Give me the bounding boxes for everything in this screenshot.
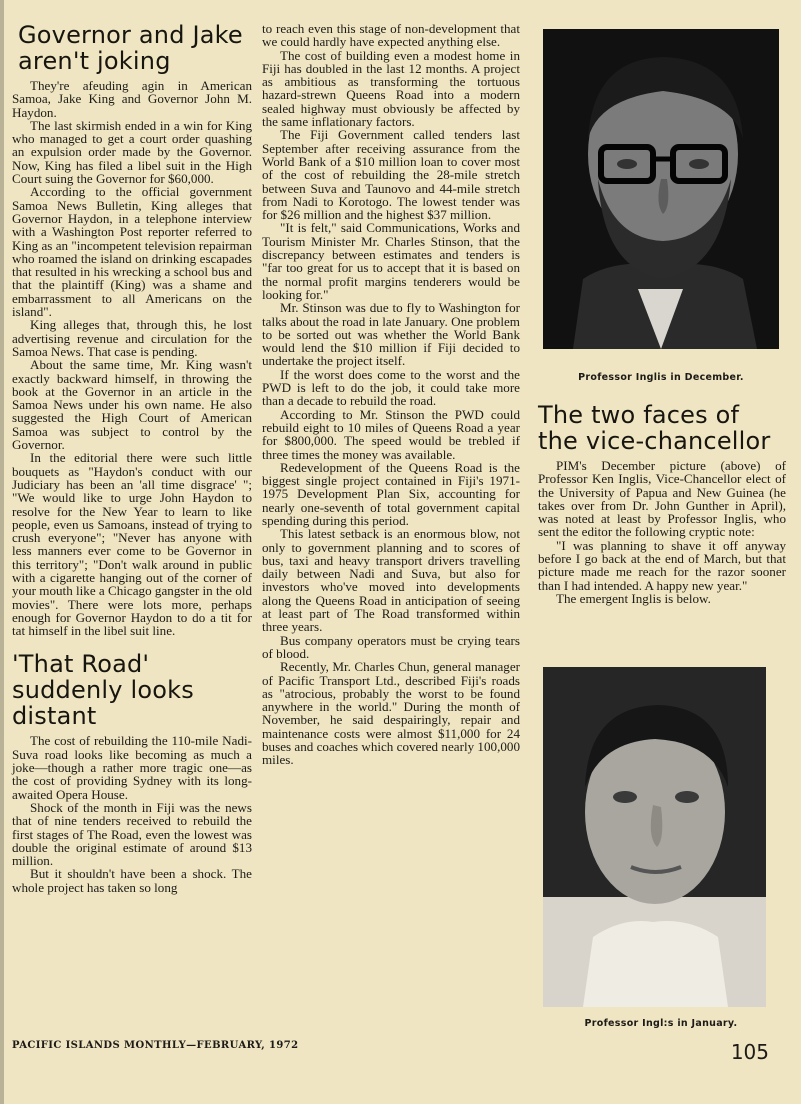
column-2 bbox=[262, 22, 520, 767]
paragraph: According to the official government Samoa News Bulletin, King alleges that Governor Haydon, in a telephone interview with a Washington Post reporter referred to King as an "incompetent television repairman who roamed the island on drinking escapades that resulted in his wrecking a school bus and that the plaintiff (King) was a shame and embarrassment to all Americans on the island". bbox=[12, 184, 252, 320]
paragraph: Recently, Mr. Charles Chun, general manager of Pacific Transport Ltd., described Fiji's roads as "atrocious, probably the worst to be found anywhere in the world." During the month of November, he said despairingly, repair and maintenance costs were almost $11,000 for 24 buses and coaches which covered nearly 100,000 miles. bbox=[262, 659, 520, 768]
photo-inglis-december bbox=[543, 29, 779, 349]
caption-professor-inglis-december: Professor Inglis in December. bbox=[578, 372, 744, 383]
page-edge-shadow bbox=[0, 0, 4, 1104]
paragraph: "It is felt," said Communications, Works and Tourism Minister Mr. Charles Stinson, that the discrepancy between estimates and tenders is "far too great for us to accept that it is based on the normal profit margins tenderers would be looking for." bbox=[262, 220, 520, 302]
paragraph: This latest setback is an enormous blow, not only to government planning and to scores of bus, taxi and heavy transport drivers travelling daily between Nadi and Suva, but also for investors who've moved into developments along the Queens Road in anticipation of seeing at least part of The Road transformed within three years. bbox=[262, 526, 520, 635]
paragraph: According to Mr. Stinson the PWD could rebuild eight to 10 miles of Queens Road a year for $800,000. The speed would be trebled if three times the money was available. bbox=[262, 406, 520, 462]
paragraph: The emergent Inglis is below. bbox=[556, 590, 711, 606]
paragraph: Redevelopment of the Queens Road is the biggest single project contained in Fiji's 1971-1975 Development Plan Six, accounting for nearly one-seventh of total government capital spending during this period. bbox=[262, 459, 520, 528]
page-number: 105 bbox=[730, 1040, 769, 1064]
paragraph: The Fiji Government called tenders last September after receiving assurance from the World Bank of a $10 million loan to cover most of the cost of rebuilding the 28-mile stretch between Suva and Taunovo and 44-mile stretch from Nadi to Korotogo. The lowest tender was for $26 million and the highest $37 million. bbox=[262, 127, 520, 223]
paragraph: But it shouldn't have been a shock. The whole project has taken so long bbox=[12, 866, 252, 895]
headline-two-faces: The two faces of the vice-chancellor bbox=[538, 401, 771, 455]
clean-shaven-portrait-image bbox=[543, 667, 766, 1007]
paragraph: "I was planning to shave it off anyway before I go back at the end of March, but that picture made me reach for the razor sooner than I had intended. A happy new year." bbox=[538, 537, 786, 593]
article-governor-jake-body bbox=[12, 79, 252, 637]
article-inglis bbox=[538, 402, 786, 605]
photo-inglis-january bbox=[543, 667, 766, 1007]
paragraph: Shock of the month in Fiji was the news that of nine tenders received to rebuild the first stages of The Road, even the lowest was double the original estimate of around $13 million. bbox=[12, 799, 252, 869]
paragraph: to reach even this stage of non-development that we could hardly have expected anything else. bbox=[262, 21, 520, 50]
paragraph: In the editorial there were such little bouquets as "Haydon's conduct with our Judiciary has been an 'all time disgrace' "; "We would like to urge John Haydon to resolve for the New Year to learn to like people, even us Samoans, instead of trying to crush everyone"; "Never has anyone with less manners ever come to be Governor in this territory"; "Don't walk around in public with a cigarette hanging out of the corner of your mouth like a Chicago gangster in the old movies". There were lots more, perhaps enough for Governor Haydon to do a tit for tat himself in the libel suit line. bbox=[12, 450, 253, 639]
article-that-road-body-col1 bbox=[12, 734, 252, 894]
headline-that-road: 'That Road' suddenly looks distant bbox=[12, 650, 194, 731]
caption-professor-inglis-january: Professor Ingl:s in January. bbox=[584, 1018, 738, 1029]
paragraph: The cost of rebuilding the 110-mile Nadi-Suva road looks like becoming as much a joke—though a rather more tragic one—as the cost of providing Sydney with its long-awaited Opera House. bbox=[12, 733, 252, 802]
paragraph: The cost of building even a modest home in Fiji has doubled in the last 12 months. A project as ambitious as transforming the tortuous hazard-strewn Queens Road into a modern sealed highway must obviously be affected by the same inflationary factors. bbox=[262, 47, 520, 130]
paragraph: Mr. Stinson was due to fly to Washington for talks about the road in late January. One problem to be sorted out was whether the World Bank would lend the $10 million if Fiji decided to undertake the project itself. bbox=[262, 300, 520, 369]
paragraph: If the worst does come to the worst and the PWD is left to do the job, it could take more than a decade to rebuild the road. bbox=[262, 366, 520, 409]
paragraph: PIM's December picture (above) of Professor Ken Inglis, Vice-Chancellor elect of the University of Papua and New Guinea (he takes over from Dr. John Gunther in April), was noted at least by Professor Inglis, who sent the editor the following cryptic note: bbox=[538, 458, 786, 540]
paragraph: Bus company operators must be crying tears of blood. bbox=[262, 632, 520, 661]
paragraph: About the same time, Mr. King wasn't exactly backward himself, in throwing the book at the Governor in an article in the Samoa News under his own name. He also suggested the High Court of American Samoa was subject to control by the Governor. bbox=[12, 357, 252, 453]
headline-governor-jake: Governor and Jake aren't joking bbox=[18, 21, 243, 75]
column-1 bbox=[12, 22, 252, 894]
paragraph: King alleges that, through this, he lost advertising revenue and circulation for the Samoa News. That case is pending. bbox=[12, 317, 252, 359]
article-that-road-body-col2 bbox=[262, 22, 520, 767]
paragraph: They're afeuding agin in American Samoa, Jake King and Governor John M. Haydon. bbox=[12, 78, 252, 120]
paragraph: The last skirmish ended in a win for King who managed to get a court order quashing an expulsion order made by the Governor. Now, King has filed a libel suit in the High Court suing the Governor for $60,000. bbox=[12, 117, 252, 187]
publication-footer: PACIFIC ISLANDS MONTHLY—FEBRUARY, 1972 bbox=[12, 1040, 299, 1051]
bearded-portrait-image bbox=[543, 29, 779, 349]
